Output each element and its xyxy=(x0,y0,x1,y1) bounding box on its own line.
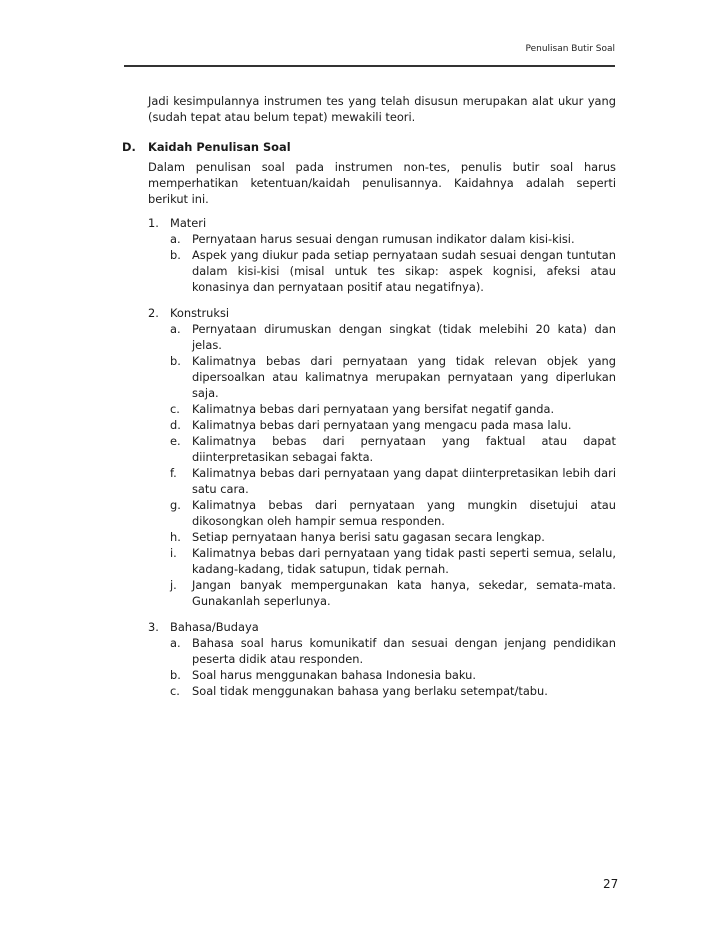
sub-item xyxy=(148,545,616,577)
list-item-number: 2. xyxy=(148,306,159,320)
list-item-label: Konstruksi xyxy=(170,306,230,320)
sub-item-letter: e. xyxy=(170,434,181,448)
section-paragraph: Dalam penulisan soal pada instrumen non-tes, penulis butir soal harus memperhatikan ketentuan/kaidah penulisannya. Kaidahnya adalah seperti berikut ini. xyxy=(148,160,616,206)
sub-item-letter: c. xyxy=(170,402,180,416)
list-item-title xyxy=(148,305,616,321)
sub-item-letter: j. xyxy=(170,578,177,592)
section-heading xyxy=(122,139,728,155)
sub-item xyxy=(148,353,616,401)
sub-item-letter: a. xyxy=(170,636,181,650)
list-item-label: Bahasa/Budaya xyxy=(170,620,259,634)
sub-item-letter: i. xyxy=(170,546,177,560)
sub-item-text: Aspek yang diukur pada setiap pernyataan sudah sesuai dengan tuntutan dalam kisi-kisi (misal untuk tes sikap: aspek kognisi, afeksi atau konasinya dan pernyataan positif atau negatifnya). xyxy=(192,248,616,294)
kaidah-list xyxy=(148,215,616,699)
section-title: Kaidah Penulisan Soal xyxy=(148,140,291,154)
sub-item-letter: a. xyxy=(170,232,181,246)
sub-item xyxy=(148,401,616,417)
sub-item xyxy=(148,465,616,497)
sub-item xyxy=(148,683,616,699)
page-number: 27 xyxy=(603,877,619,891)
sub-item xyxy=(148,497,616,529)
header-divider xyxy=(124,65,615,67)
sub-item xyxy=(148,231,616,247)
sub-item-letter: b. xyxy=(170,354,181,368)
sub-item-text: Kalimatnya bebas dari pernyataan yang faktual atau dapat diinterpretasikan sebagai fakta. xyxy=(192,434,616,464)
list-item-number: 3. xyxy=(148,620,159,634)
sub-item xyxy=(148,433,616,465)
sub-item-text: Setiap pernyataan hanya berisi satu gagasan secara lengkap. xyxy=(192,530,545,544)
sub-item-letter: c. xyxy=(170,684,180,698)
sub-item-text: Bahasa soal harus komunikatif dan sesuai dengan jenjang pendidikan peserta didik atau responden. xyxy=(192,636,616,666)
sub-item-text: Kalimatnya bebas dari pernyataan yang bersifat negatif ganda. xyxy=(192,402,555,416)
sub-item xyxy=(148,247,616,295)
sub-item-text: Soal tidak menggunakan bahasa yang berlaku setempat/tabu. xyxy=(192,684,548,698)
sub-item-letter: b. xyxy=(170,668,181,682)
sub-item xyxy=(148,577,616,609)
sub-item-text: Pernyataan dirumuskan dengan singkat (tidak melebihi 20 kata) dan jelas. xyxy=(192,322,616,352)
sub-item-text: Jangan banyak mempergunakan kata hanya, sekedar, semata-mata. Gunakanlah seperlunya. xyxy=(192,578,616,608)
sub-item-text: Kalimatnya bebas dari pernyataan yang dapat diinterpretasikan lebih dari satu cara. xyxy=(192,466,616,496)
sub-item-letter: f. xyxy=(170,466,177,480)
sub-item-letter: h. xyxy=(170,530,181,544)
list-item xyxy=(148,619,616,699)
list-item-title xyxy=(148,619,616,635)
sub-item xyxy=(148,667,616,683)
list-item-title xyxy=(148,215,616,231)
sub-item-text: Kalimatnya bebas dari pernyataan yang tidak relevan objek yang dipersoalkan atau kalimatnya merupakan pernyataan yang diperlukan saja. xyxy=(192,354,616,400)
sub-item-text: Kalimatnya bebas dari pernyataan yang mengacu pada masa lalu. xyxy=(192,418,572,432)
list-item-label: Materi xyxy=(170,216,207,230)
section-letter: D. xyxy=(122,140,136,154)
sub-item xyxy=(148,417,616,433)
intro-paragraph: Jadi kesimpulannya instrumen tes yang telah disusun merupakan alat ukur yang (sudah tepat atau belum tepat) mewakili teori. xyxy=(148,94,616,124)
list-item xyxy=(148,305,616,609)
sub-item-text: Pernyataan harus sesuai dengan rumusan indikator dalam kisi-kisi. xyxy=(192,232,575,246)
sub-item-text: Kalimatnya bebas dari pernyataan yang tidak pasti seperti semua, selalu, kadang-kadang, tidak satupun, tidak pernah. xyxy=(192,546,616,576)
list-item-number: 1. xyxy=(148,216,159,230)
sub-item-letter: g. xyxy=(170,498,181,512)
sub-item xyxy=(148,635,616,667)
sub-item-text: Kalimatnya bebas dari pernyataan yang mungkin disetujui atau dikosongkan oleh hampir semua responden. xyxy=(192,498,616,528)
list-item xyxy=(148,215,616,295)
sub-item-letter: d. xyxy=(170,418,181,432)
page-header-title: Penulisan Butir Soal xyxy=(525,44,615,54)
sub-item xyxy=(148,321,616,353)
sub-item-letter: a. xyxy=(170,322,181,336)
sub-item-text: Soal harus menggunakan bahasa Indonesia baku. xyxy=(192,668,476,682)
page-content xyxy=(0,93,728,699)
sub-item xyxy=(148,529,616,545)
sub-item-letter: b. xyxy=(170,248,181,262)
